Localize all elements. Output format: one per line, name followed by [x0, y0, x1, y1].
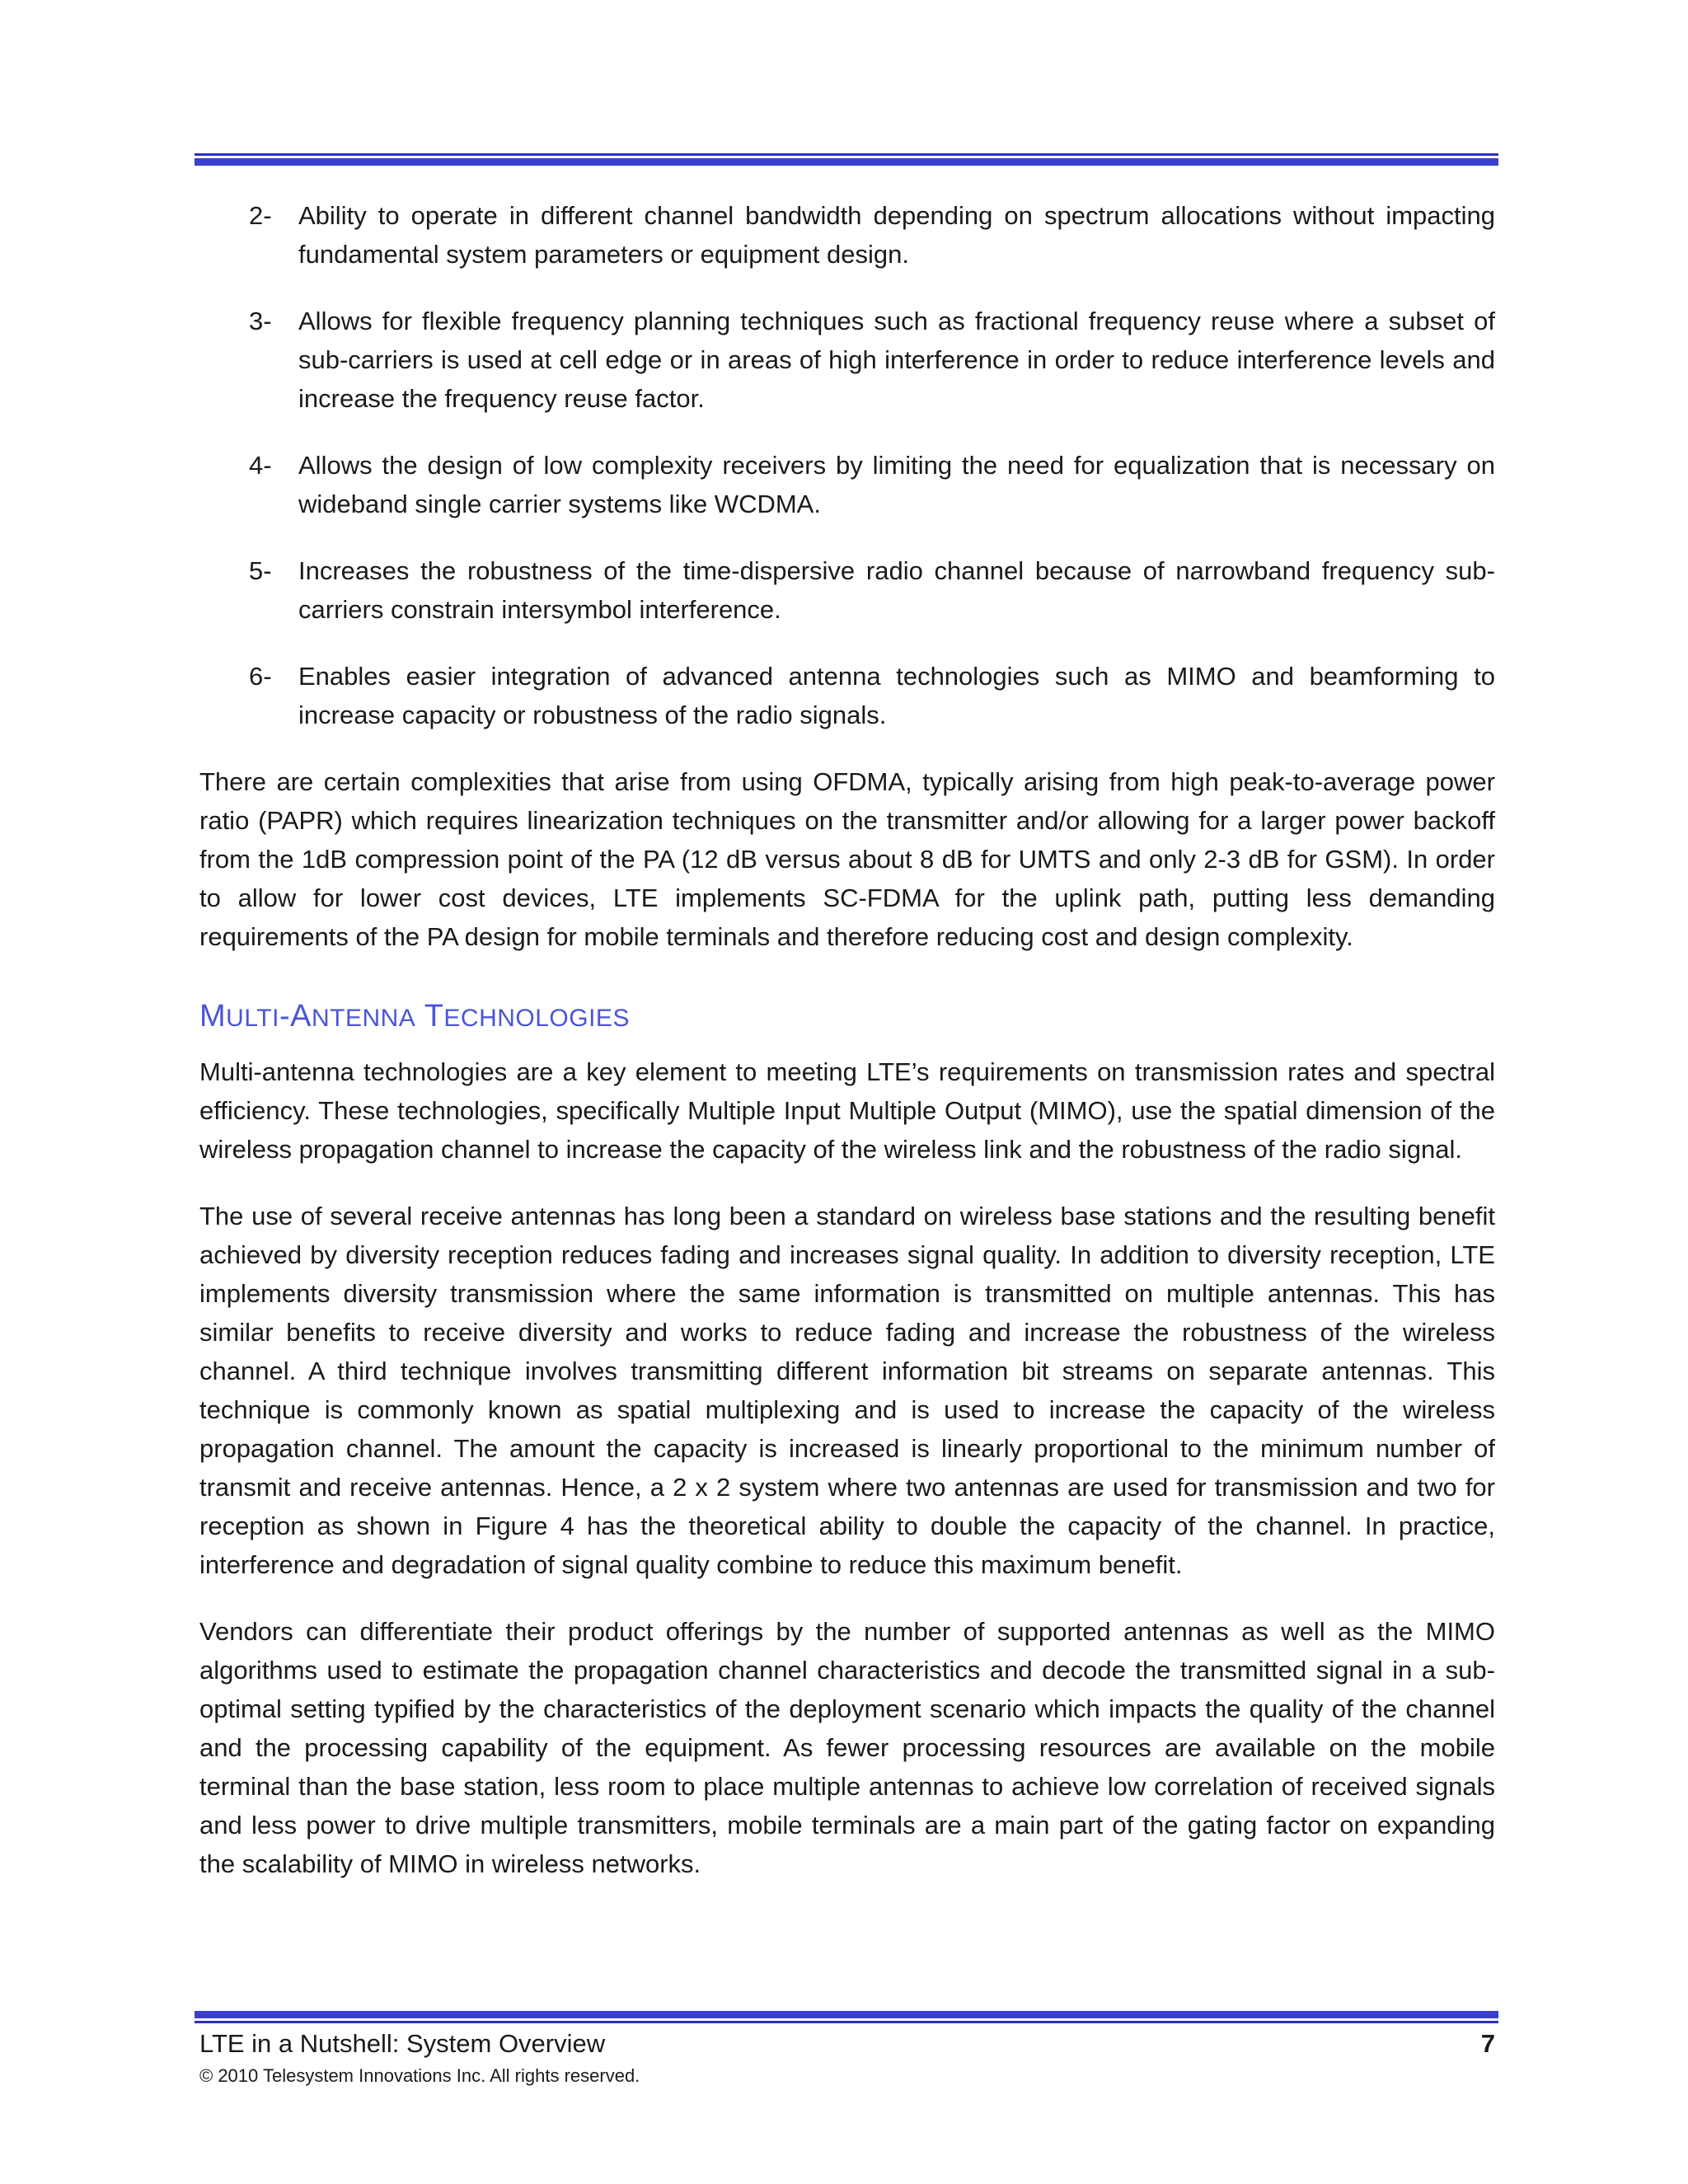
copyright: © 2010 Telesystem Innovations Inc. All rights reserved. [199, 2065, 640, 2086]
heading-part: A [290, 999, 312, 1033]
list-item [199, 551, 1495, 629]
list-number: 4- [249, 451, 272, 480]
footer-title: LTE in a Nutshell: System Overview [199, 2029, 606, 2058]
page-content [199, 196, 1495, 1911]
list-number: 6- [249, 662, 272, 691]
paragraph: Multi-antenna technologies are a key element to meeting LTE’s requirements on transmission rates and spectral efficiency. These technologies, specifically Multiple Input Multiple Output (MIMO), use the spatial dimension of the wireless propagation channel to increase the capacity of the wireless link and the robustness of the radio signal. [199, 1057, 1495, 1164]
heading-part: - [279, 999, 291, 1033]
list-item [199, 302, 1495, 418]
list-item [199, 196, 1495, 274]
heading-part [415, 999, 424, 1033]
heading-part: T [424, 999, 444, 1033]
list-text: Increases the robustness of the time-dispersive radio channel because of narrowband frequency sub-carriers constrain intersymbol interference. [298, 556, 1495, 624]
list-text: Allows the design of low complexity receivers by limiting the need for equalization that is necessary on wideband single carrier systems like WCDMA. [298, 451, 1495, 518]
list-number: 5- [249, 556, 272, 585]
heading-part: ULTI [226, 1005, 279, 1032]
list-item [199, 657, 1495, 734]
heading-part: M [199, 999, 227, 1033]
list-text: Allows for flexible frequency planning techniques such as fractional frequency reuse where a subset of sub-carriers is used at cell edge or in areas of high interference in order to reduce interference levels and increase the frequency reuse factor. [298, 307, 1495, 413]
footer-rule [195, 2011, 1498, 2023]
section-heading [199, 996, 1495, 1039]
paragraph-ofdma: There are certain complexities that arise from using OFDMA, typically arising from high peak-to-average power ratio (PAPR) which requires linearization techniques on the transmitter and/or allowing for a larger power backoff from the 1dB compression point of the PA (12 dB versus about 8 dB for UMTS and only 2-3 dB for GSM). In order to allow for lower cost devices, LTE implements SC-FDMA for the uplink path, putting less demanding requirements of the PA design for mobile terminals and therefore reducing cost and design complexity. [199, 767, 1495, 951]
list-item [199, 446, 1495, 523]
paragraph: Vendors can differentiate their product offerings by the number of supported antennas as well as the MIMO algorithms used to estimate the propagation channel characteristics and decode the transmitted signal in a sub-optimal setting typified by the characteristics of the deployment scenario which impacts the quality of the channel and the processing capability of the equipment. As fewer processing resources are available on the mobile terminal than the base station, less room to place multiple antennas to achieve low correlation of received signals and less power to drive multiple transmitters, mobile terminals are a main part of the gating factor on expanding the scalability of MIMO in wireless networks. [199, 1617, 1495, 1878]
heading-part: ECHNOLOGIES [443, 1005, 630, 1032]
list-text: Enables easier integration of advanced antenna technologies such as MIMO and beamforming to increase capacity or robustness of the radio signals. [298, 662, 1495, 729]
list-text: Ability to operate in different channel bandwidth depending on spectrum allocations without impacting fundamental system parameters or equipment design. [298, 201, 1495, 269]
list-number: 3- [249, 307, 272, 335]
list-number: 2- [249, 201, 272, 230]
header-rule [195, 153, 1498, 166]
page-number: 7 [1480, 2029, 1495, 2058]
paragraph: The use of several receive antennas has long been a standard on wireless base stations and the resulting benefit achieved by diversity reception reduces fading and increases signal quality. In addition to diversity reception, LTE implements diversity transmission where the same information is transmitted on multiple antennas. This has similar benefits to receive diversity and works to reduce fading and increase the robustness of the wireless channel. A third technique involves transmitting different information bit streams on separate antennas. This technique is commonly known as spatial multiplexing and is used to increase the capacity of the wireless propagation channel. The amount the capacity is increased is linearly proportional to the minimum number of transmit and receive antennas. Hence, a 2 x 2 system where two antennas are used for transmission and two for reception as shown in Figure 4 has the theoretical ability to double the capacity of the channel. In practice, interference and degradation of signal quality combine to reduce this maximum benefit. [199, 1202, 1495, 1579]
footer [199, 2027, 1495, 2060]
heading-part: NTENNA [311, 1005, 416, 1032]
